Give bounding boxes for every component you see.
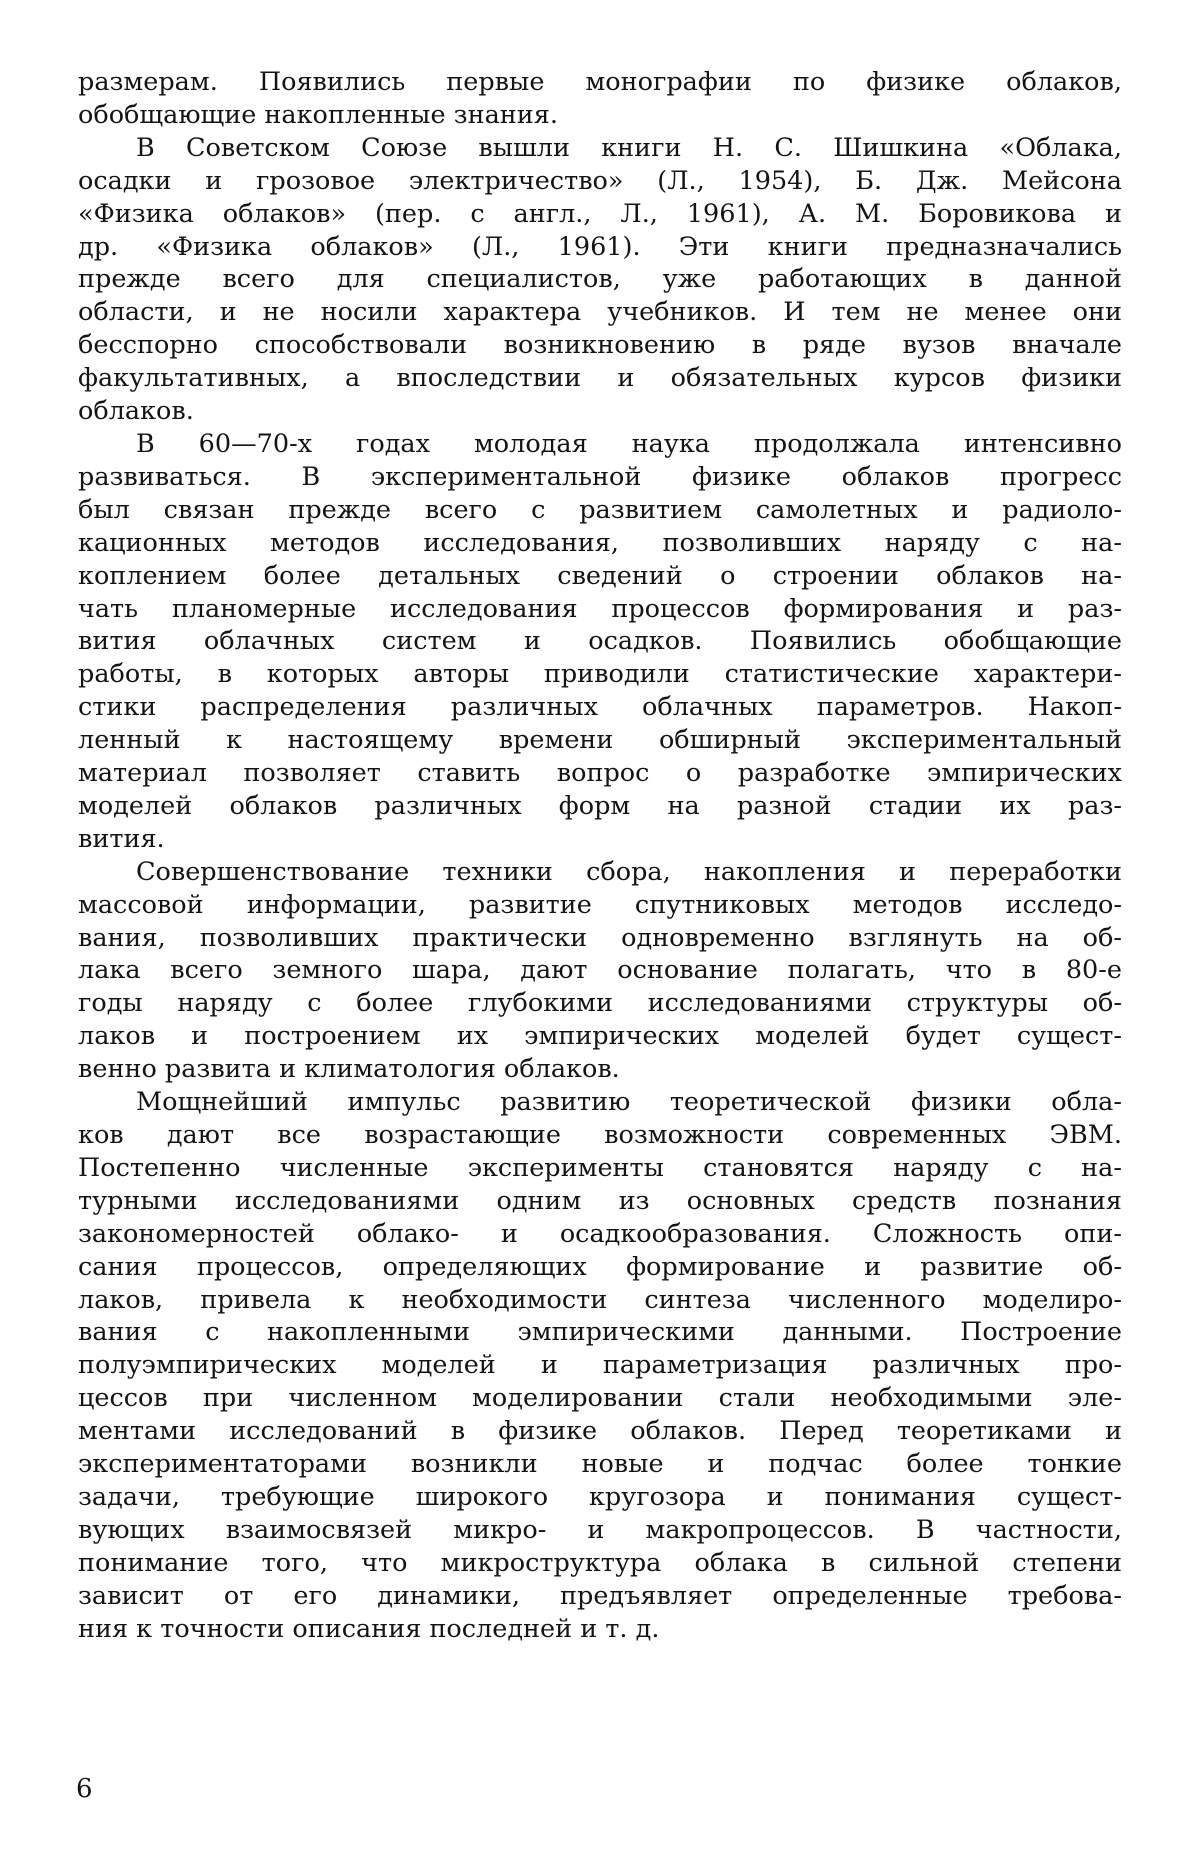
paragraph-2: [78, 132, 1122, 428]
text-line: Совершенствование техники сбора, накопления и переработки: [136, 856, 1122, 887]
text-line: области, и не носили характера учебников. И тем не менее они: [78, 297, 1122, 328]
text-line: турными исследованиями одним из основных средств познания: [78, 1185, 1122, 1216]
text-line: развиваться. В экспериментальной физике облаков прогресс: [78, 461, 1122, 492]
text-line: «Физика облаков» (пер. с англ., Л., 1961), А. М. Боровикова и: [78, 198, 1122, 229]
text-line: был связан прежде всего с развитием самолетных и радиоло-: [78, 494, 1122, 525]
paragraph-1: [78, 66, 1122, 132]
text-line: стики распределения различных облачных параметров. Накоп-: [78, 692, 1122, 723]
text-line: Постепенно численные эксперименты становятся наряду с на-: [78, 1152, 1122, 1183]
paragraph-3: [78, 428, 1122, 856]
text-line: сания процессов, определяющих формирование и развитие об-: [78, 1251, 1122, 1282]
text-line: В 60—70-х годах молодая наука продолжала интенсивно: [136, 428, 1122, 459]
page-text: [78, 66, 1122, 1646]
text-line: зависит от его динамики, предъявляет определенные требова-: [78, 1580, 1122, 1611]
paragraph-5: [78, 1086, 1122, 1645]
text-line: вания, позволивших практически одновременно взглянуть на об-: [78, 922, 1122, 953]
text-line: прежде всего для специалистов, уже работающих в данной: [78, 264, 1122, 295]
text-line: факультативных, а впоследствии и обязательных курсов физики: [78, 363, 1122, 394]
text-line: обобщающие накопленные знания.: [78, 99, 558, 130]
text-line: ния к точности описания последней и т. д.: [78, 1613, 660, 1644]
text-line: коплением более детальных сведений о строении облаков на-: [78, 560, 1122, 591]
text-line: материал позволяет ставить вопрос о разработке эмпирических: [78, 758, 1122, 789]
text-line: ков дают все возрастающие возможности современных ЭВМ.: [78, 1120, 1122, 1150]
text-line: лаков и построением их эмпирических моделей будет сущест-: [78, 1021, 1122, 1052]
text-line: облаков.: [78, 396, 194, 427]
text-line: В Советском Союзе вышли книги Н. С. Шишкина «Облака,: [136, 132, 1122, 163]
text-line: полуэмпирических моделей и параметризация различных про-: [78, 1350, 1122, 1381]
text-line: бесспорно способствовали возникновению в ряде вузов вначале: [78, 330, 1122, 361]
text-line: цессов при численном моделировании стали необходимыми эле-: [78, 1383, 1122, 1414]
text-line: др. «Физика облаков» (Л., 1961). Эти книги предназначались: [78, 231, 1122, 262]
text-line: лака всего земного шара, дают основание полагать, что в 80-е: [78, 955, 1122, 986]
text-line: массовой информации, развитие спутниковых методов исследо-: [78, 889, 1122, 920]
text-line: годы наряду с более глубокими исследованиями структуры об-: [78, 988, 1122, 1019]
text-line: вития облачных систем и осадков. Появились обобщающие: [78, 626, 1122, 657]
text-line: лаков, привела к необходимости синтеза численного моделиро-: [78, 1284, 1122, 1315]
text-line: работы, в которых авторы приводили статистические характери-: [78, 659, 1122, 690]
paragraph-4: [78, 856, 1122, 1086]
text-line: закономерностей облако- и осадкообразования. Сложность опи-: [78, 1218, 1122, 1249]
text-line: вующих взаимосвязей микро- и макропроцессов. В частности,: [78, 1514, 1122, 1545]
text-line: размерам. Появились первые монографии по физике облаков,: [78, 67, 1122, 97]
page-number: 6: [76, 1774, 93, 1804]
text-line: венно развита и климатология облаков.: [78, 1054, 620, 1085]
text-line: понимание того, что микроструктура облака в сильной степени: [78, 1547, 1122, 1578]
text-line: кационных методов исследования, позволивших наряду с на-: [78, 527, 1122, 558]
text-line: чать планомерные исследования процессов формирования и раз-: [78, 593, 1122, 624]
text-line: ментами исследований в физике облаков. Перед теоретиками и: [78, 1416, 1122, 1447]
text-line: осадки и грозовое электричество» (Л., 1954), Б. Дж. Мейсона: [78, 165, 1122, 196]
text-line: моделей облаков различных форм на разной стадии их раз-: [78, 790, 1122, 821]
text-line: ленный к настоящему времени обширный экспериментальный: [78, 725, 1122, 756]
text-line: вания с накопленными эмпирическими данными. Построение: [78, 1317, 1122, 1348]
text-line: Мощнейший импульс развитию теоретической физики обла-: [136, 1087, 1122, 1118]
text-line: задачи, требующие широкого кругозора и понимания сущест-: [78, 1481, 1122, 1512]
text-line: экспериментаторами возникли новые и подчас более тонкие: [78, 1449, 1122, 1480]
text-line: вития.: [78, 823, 165, 854]
